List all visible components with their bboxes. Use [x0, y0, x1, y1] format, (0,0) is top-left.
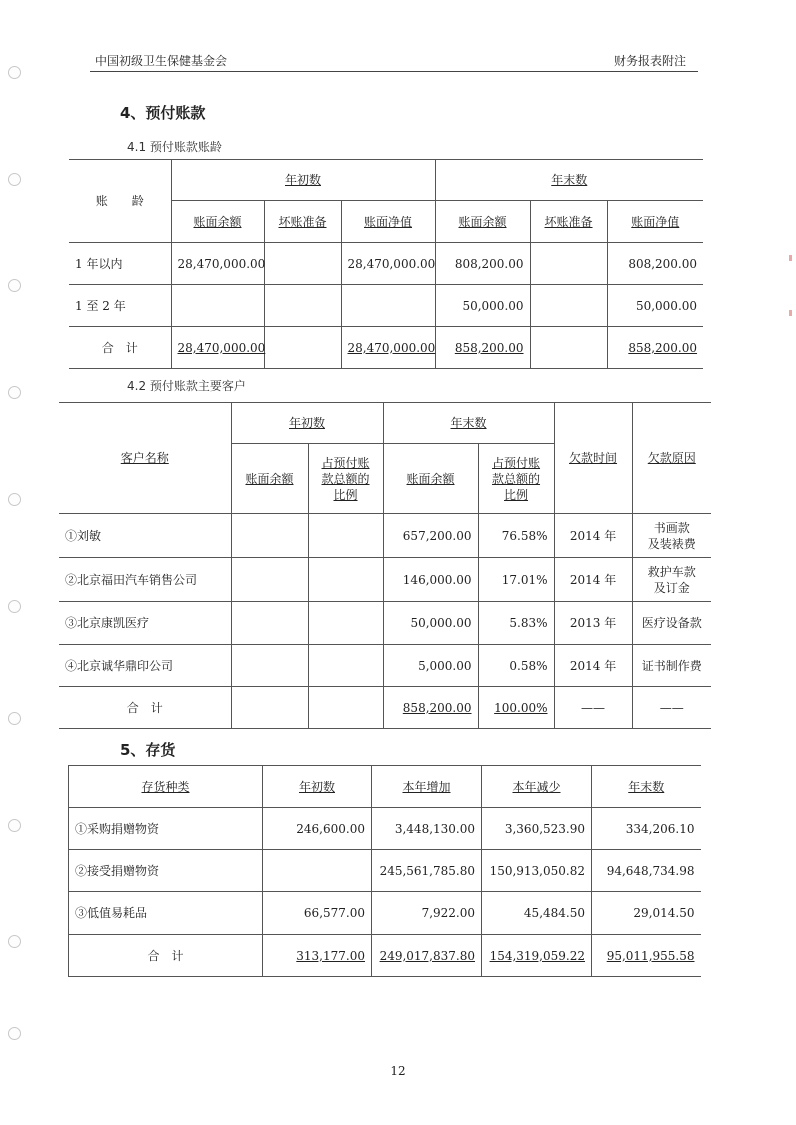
- customers-col-header: 账面余额: [231, 444, 308, 514]
- table-cell: 858,200.00: [435, 327, 530, 369]
- table-cell: 154,319,059.22: [482, 935, 592, 977]
- aging-col-header: 账面净值: [341, 201, 435, 243]
- binder-hole: [8, 712, 21, 725]
- table-cell: 救护车款 及订金: [632, 558, 711, 602]
- table-cell: [308, 514, 383, 558]
- row-label: 1 年以内: [69, 243, 171, 285]
- table-row: [69, 808, 701, 850]
- customers-time-header: 欠款时间: [554, 403, 632, 514]
- table-cell: 28,470,000.00: [171, 327, 264, 369]
- table-cell: 50,000.00: [383, 602, 478, 645]
- table-cell: [264, 327, 341, 369]
- table-cell: 28,470,000.00: [341, 243, 435, 285]
- aging-col-header: 账面净值: [607, 201, 703, 243]
- subsection-caption-aging: 4.1 预付账款账龄: [127, 140, 222, 154]
- table-cell: 334,206.10: [592, 808, 701, 850]
- customer-name: ③北京康凯医疗: [59, 602, 231, 645]
- customer-name: ②北京福田汽车销售公司: [59, 558, 231, 602]
- table-cell: 45,484.50: [482, 892, 592, 935]
- customers-group-header-end: 年末数: [383, 403, 554, 444]
- table-cell: 0.58%: [478, 645, 554, 687]
- inventory-col-header: 年末数: [592, 766, 701, 808]
- table-row: [59, 558, 711, 602]
- table-cell: 245,561,785.80: [372, 850, 482, 892]
- header-doc: 财务报表附注: [613, 54, 686, 68]
- table-cell: 50,000.00: [607, 285, 703, 327]
- inventory-col-header: 本年减少: [482, 766, 592, 808]
- table-cell: [231, 558, 308, 602]
- table-cell: 94,648,734.98: [592, 850, 701, 892]
- table-cell: [231, 514, 308, 558]
- table-cell: 146,000.00: [383, 558, 478, 602]
- customers-col-header: 账面余额: [383, 444, 478, 514]
- binder-hole: [8, 819, 21, 832]
- table-cell: [308, 558, 383, 602]
- aging-col-header: 账面余额: [435, 201, 530, 243]
- table-cell: 17.01%: [478, 558, 554, 602]
- table-cell: 246,600.00: [263, 808, 372, 850]
- binder-hole: [8, 935, 21, 948]
- customers-table: [59, 402, 711, 729]
- table-cell: 76.58%: [478, 514, 554, 558]
- table-cell: ——: [632, 687, 711, 729]
- table-cell: [530, 243, 607, 285]
- inventory-category: 合 计: [69, 935, 263, 977]
- row-label: 合 计: [69, 327, 171, 369]
- header-org: 中国初级卫生保健基金会: [95, 54, 228, 68]
- edge-mark: [789, 255, 792, 261]
- inventory-col-header: 本年增加: [372, 766, 482, 808]
- table-cell: 249,017,837.80: [372, 935, 482, 977]
- section-title-prepayments: 4、预付账款: [120, 104, 206, 122]
- section-title-inventory: 5、存货: [120, 741, 176, 759]
- aging-corner-header: 账 龄: [69, 160, 171, 243]
- aging-table: [69, 159, 703, 369]
- table-cell: [171, 285, 264, 327]
- table-row-total: [69, 935, 701, 977]
- header-divider: [90, 71, 698, 72]
- table-cell: [231, 645, 308, 687]
- page-number: 12: [390, 1064, 406, 1078]
- table-cell: [308, 602, 383, 645]
- table-cell: 3,360,523.90: [482, 808, 592, 850]
- table-cell: [231, 602, 308, 645]
- table-cell: 150,913,050.82: [482, 850, 592, 892]
- inventory-category: ③低值易耗品: [69, 892, 263, 935]
- customers-reason-header: 欠款原因: [632, 403, 711, 514]
- table-cell: 29,014.50: [592, 892, 701, 935]
- table-cell: 3,448,130.00: [372, 808, 482, 850]
- subsection-caption-customers: 4.2 预付账款主要客户: [127, 379, 246, 393]
- table-row: [59, 514, 711, 558]
- table-cell: ——: [554, 687, 632, 729]
- binder-hole: [8, 279, 21, 292]
- table-cell: 证书制作费: [632, 645, 711, 687]
- table-cell: 书画款 及装裱费: [632, 514, 711, 558]
- table-cell: 313,177.00: [263, 935, 372, 977]
- inventory-col-header: 年初数: [263, 766, 372, 808]
- table-cell: [263, 850, 372, 892]
- customers-col-header-ratio: 占预付账 款总额的 比例: [308, 444, 383, 514]
- table-cell: [264, 243, 341, 285]
- table-row: [69, 243, 703, 285]
- table-cell: [341, 285, 435, 327]
- table-cell: 2014 年: [554, 514, 632, 558]
- table-cell: 28,470,000.00: [171, 243, 264, 285]
- inventory-col-header: 存货种类: [69, 766, 263, 808]
- table-cell: 858,200.00: [607, 327, 703, 369]
- binder-hole: [8, 600, 21, 613]
- table-cell: [530, 327, 607, 369]
- table-cell: 医疗设备款: [632, 602, 711, 645]
- aging-group-header-begin: 年初数: [171, 160, 435, 201]
- customer-name: ④北京诚华鼎印公司: [59, 645, 231, 687]
- table-cell: 5,000.00: [383, 645, 478, 687]
- table-row: [69, 892, 701, 935]
- table-cell: 858,200.00: [383, 687, 478, 729]
- table-cell: 2013 年: [554, 602, 632, 645]
- table-row-total: [59, 687, 711, 729]
- inventory-category: ②接受捐赠物资: [69, 850, 263, 892]
- customer-name: ①刘敏: [59, 514, 231, 558]
- binder-hole: [8, 493, 21, 506]
- table-cell: [231, 687, 308, 729]
- customers-group-header-begin: 年初数: [231, 403, 383, 444]
- table-cell: [264, 285, 341, 327]
- table-row: [59, 645, 711, 687]
- table-cell: 66,577.00: [263, 892, 372, 935]
- table-cell: [308, 687, 383, 729]
- binder-hole: [8, 66, 21, 79]
- customers-name-header: 客户名称: [59, 403, 231, 514]
- table-cell: [530, 285, 607, 327]
- table-cell: 28,470,000.00: [341, 327, 435, 369]
- table-cell: 5.83%: [478, 602, 554, 645]
- edge-mark: [789, 310, 792, 316]
- table-cell: 808,200.00: [435, 243, 530, 285]
- customers-col-header-ratio: 占预付账 款总额的 比例: [478, 444, 554, 514]
- table-row: [59, 602, 711, 645]
- aging-col-header: 坏账准备: [530, 201, 607, 243]
- table-cell: 50,000.00: [435, 285, 530, 327]
- table-cell: 2014 年: [554, 645, 632, 687]
- aging-col-header: 坏账准备: [264, 201, 341, 243]
- table-cell: 7,922.00: [372, 892, 482, 935]
- table-cell: 808,200.00: [607, 243, 703, 285]
- inventory-table: [68, 765, 701, 977]
- binder-hole: [8, 1027, 21, 1040]
- table-cell: 2014 年: [554, 558, 632, 602]
- binder-hole: [8, 173, 21, 186]
- table-row: [69, 850, 701, 892]
- aging-col-header: 账面余额: [171, 201, 264, 243]
- table-row-total: [69, 327, 703, 369]
- inventory-category: ①采购捐赠物资: [69, 808, 263, 850]
- row-label: 1 至 2 年: [69, 285, 171, 327]
- table-cell: 657,200.00: [383, 514, 478, 558]
- aging-group-header-end: 年末数: [435, 160, 703, 201]
- customer-name: 合 计: [59, 687, 231, 729]
- table-cell: 100.00%: [478, 687, 554, 729]
- table-cell: [308, 645, 383, 687]
- table-cell: 95,011,955.58: [592, 935, 701, 977]
- binder-hole: [8, 386, 21, 399]
- table-row: [69, 285, 703, 327]
